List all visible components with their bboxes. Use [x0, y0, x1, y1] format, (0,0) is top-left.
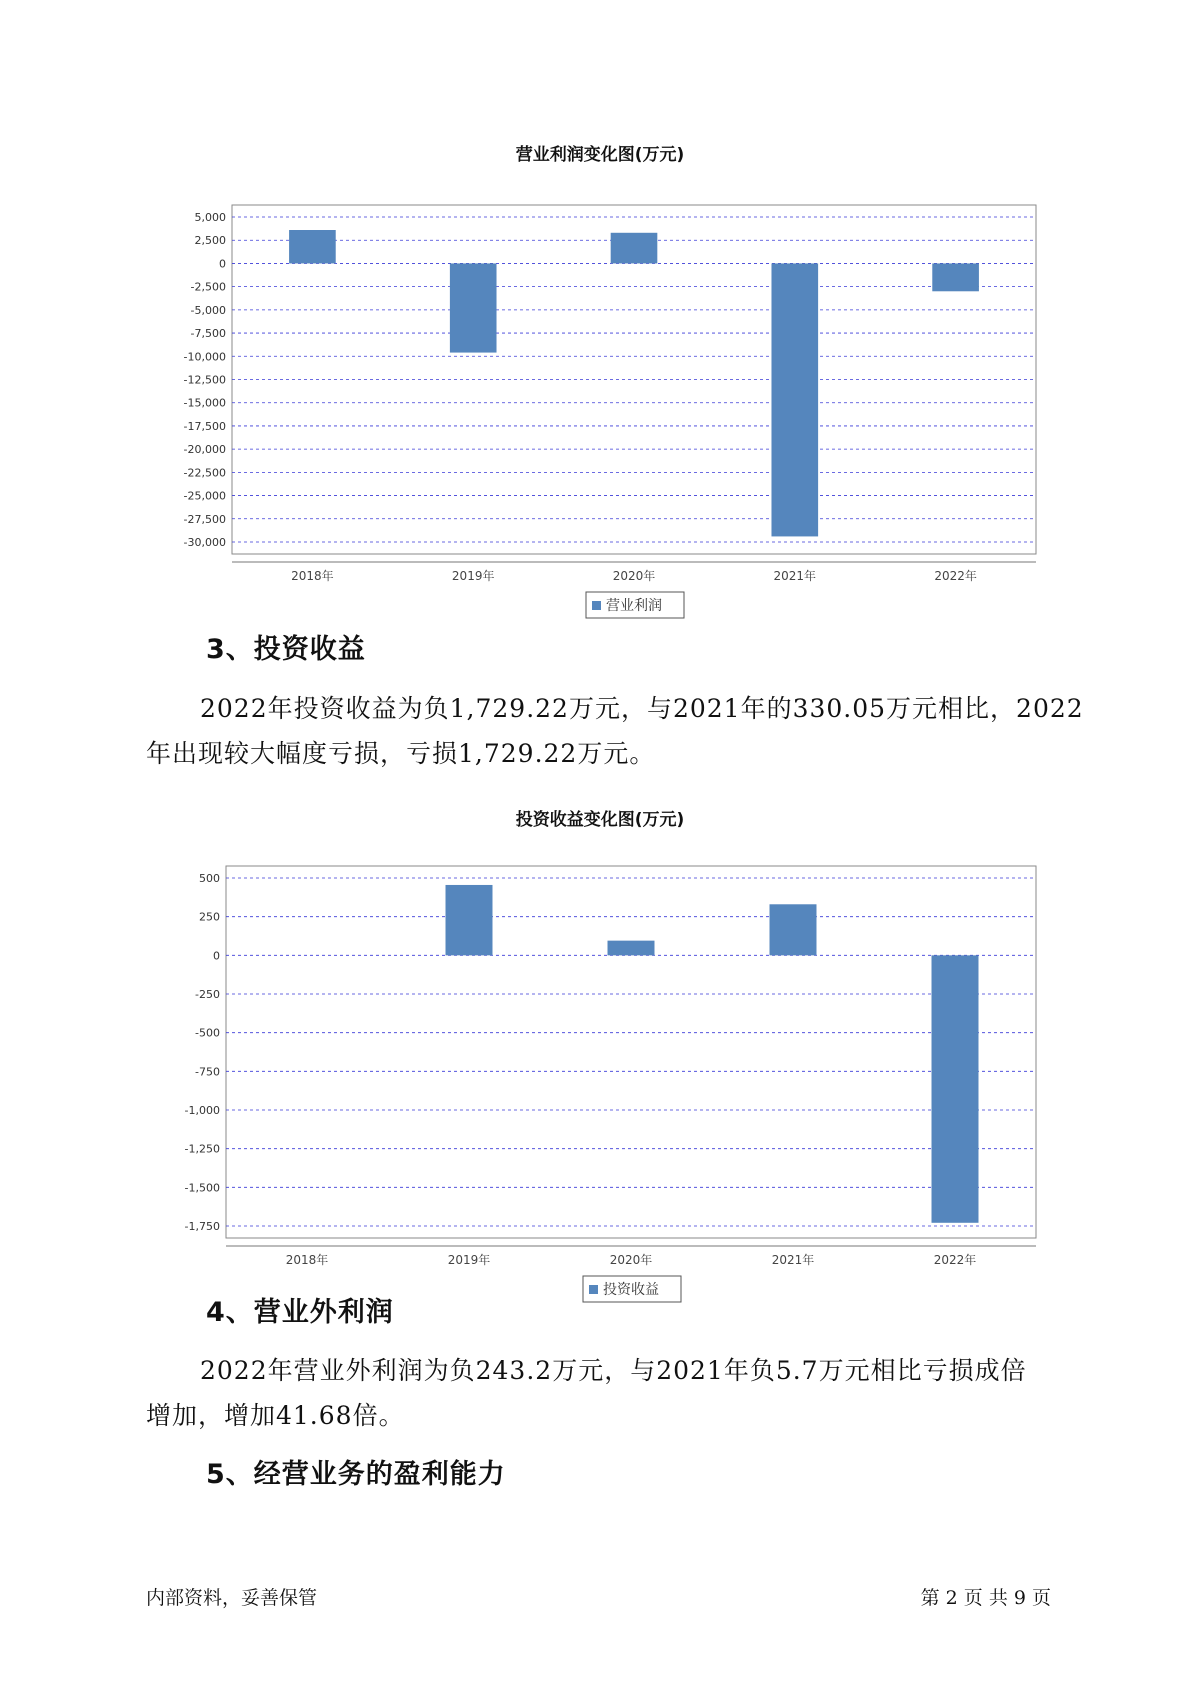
legend-swatch: [589, 1285, 598, 1294]
bar: [770, 904, 817, 955]
x-tick-label: 2020年: [612, 569, 656, 583]
investment-income-paragraph: [146, 686, 1084, 776]
y-tick-label: 0: [219, 257, 226, 271]
y-tick-label: -20,000: [183, 443, 226, 457]
bar: [446, 885, 493, 955]
y-tick-label: -30,000: [183, 536, 226, 549]
bar: [450, 263, 497, 352]
y-tick-label: -7,500: [190, 327, 226, 341]
x-tick-label: 2022年: [933, 1253, 977, 1267]
x-tick-label: 2019年: [447, 1253, 491, 1267]
bar: [771, 263, 818, 536]
y-tick-label: -1,750: [184, 1220, 220, 1233]
chart-svg: [150, 175, 1050, 615]
plot-area: [226, 866, 1036, 1238]
footer-confidential-note: 内部资料，妥善保管: [146, 1587, 318, 1609]
y-tick-label: -12,500: [183, 373, 226, 387]
x-tick-label: 2018年: [291, 569, 334, 583]
y-tick-label: 5,000: [194, 211, 226, 224]
investment-income-chart: [150, 805, 1050, 1298]
section-heading-non-operating-profit: 4、营业外利润: [206, 1297, 394, 1328]
bar: [611, 233, 658, 264]
y-tick-label: 2,500: [194, 234, 226, 248]
y-tick-label: -27,500: [183, 512, 226, 526]
y-tick-label: -5,000: [190, 303, 226, 317]
x-tick-label: 2022年: [934, 569, 977, 583]
legend-label: 营业利润: [606, 598, 662, 614]
x-tick-label: 2021年: [771, 1253, 815, 1267]
chart-title: 投资收益变化图(万元): [515, 810, 685, 830]
bar: [932, 263, 979, 291]
non-operating-profit-paragraph: [146, 1348, 1076, 1438]
bar: [932, 955, 979, 1222]
y-tick-label: -500: [195, 1026, 220, 1040]
bar: [289, 230, 336, 263]
y-tick-label: -250: [195, 988, 220, 1001]
y-tick-label: -22,500: [183, 466, 226, 480]
y-tick-label: 250: [199, 910, 220, 924]
x-tick-label: 2020年: [609, 1253, 653, 1267]
y-tick-label: -750: [195, 1065, 220, 1079]
bar: [608, 941, 655, 956]
y-tick-label: -15,000: [183, 396, 226, 410]
chart-svg: [150, 838, 1050, 1298]
legend-swatch: [592, 601, 601, 610]
paragraph-line: 年出现较大幅度亏损，亏损1,729.22万元。: [146, 739, 656, 768]
footer-page-number: 第 2 页 共 9 页: [920, 1587, 1051, 1609]
paragraph-line: 2022年营业外利润为负243.2万元，与2021年负5.7万元相比亏损成倍: [200, 1356, 1027, 1385]
y-tick-label: -1,500: [184, 1181, 220, 1195]
section-heading-investment-income: 3、投资收益: [206, 634, 366, 665]
y-tick-label: -1,000: [184, 1104, 220, 1117]
x-tick-label: 2021年: [773, 569, 817, 583]
legend-label: 投资收益: [603, 1282, 659, 1298]
y-tick-label: -10,000: [183, 350, 226, 364]
operating-profit-chart: [150, 140, 1050, 615]
y-tick-label: -25,000: [183, 489, 226, 503]
x-tick-label: 2018年: [285, 1253, 329, 1267]
paragraph-line: 2022年投资收益为负1,729.22万元，与2021年的330.05万元相比，2022: [200, 694, 1084, 723]
y-tick-label: -1,250: [184, 1142, 220, 1156]
chart-title: 营业利润变化图(万元): [515, 145, 685, 165]
y-tick-label: -2,500: [190, 280, 226, 294]
paragraph-line: 增加，增加41.68倍。: [146, 1401, 405, 1430]
section-heading-profitability: 5、经营业务的盈利能力: [206, 1459, 506, 1490]
y-tick-label: 500: [199, 872, 220, 885]
y-tick-label: 0: [213, 949, 220, 963]
y-tick-label: -17,500: [183, 419, 226, 433]
x-tick-label: 2019年: [451, 569, 495, 583]
